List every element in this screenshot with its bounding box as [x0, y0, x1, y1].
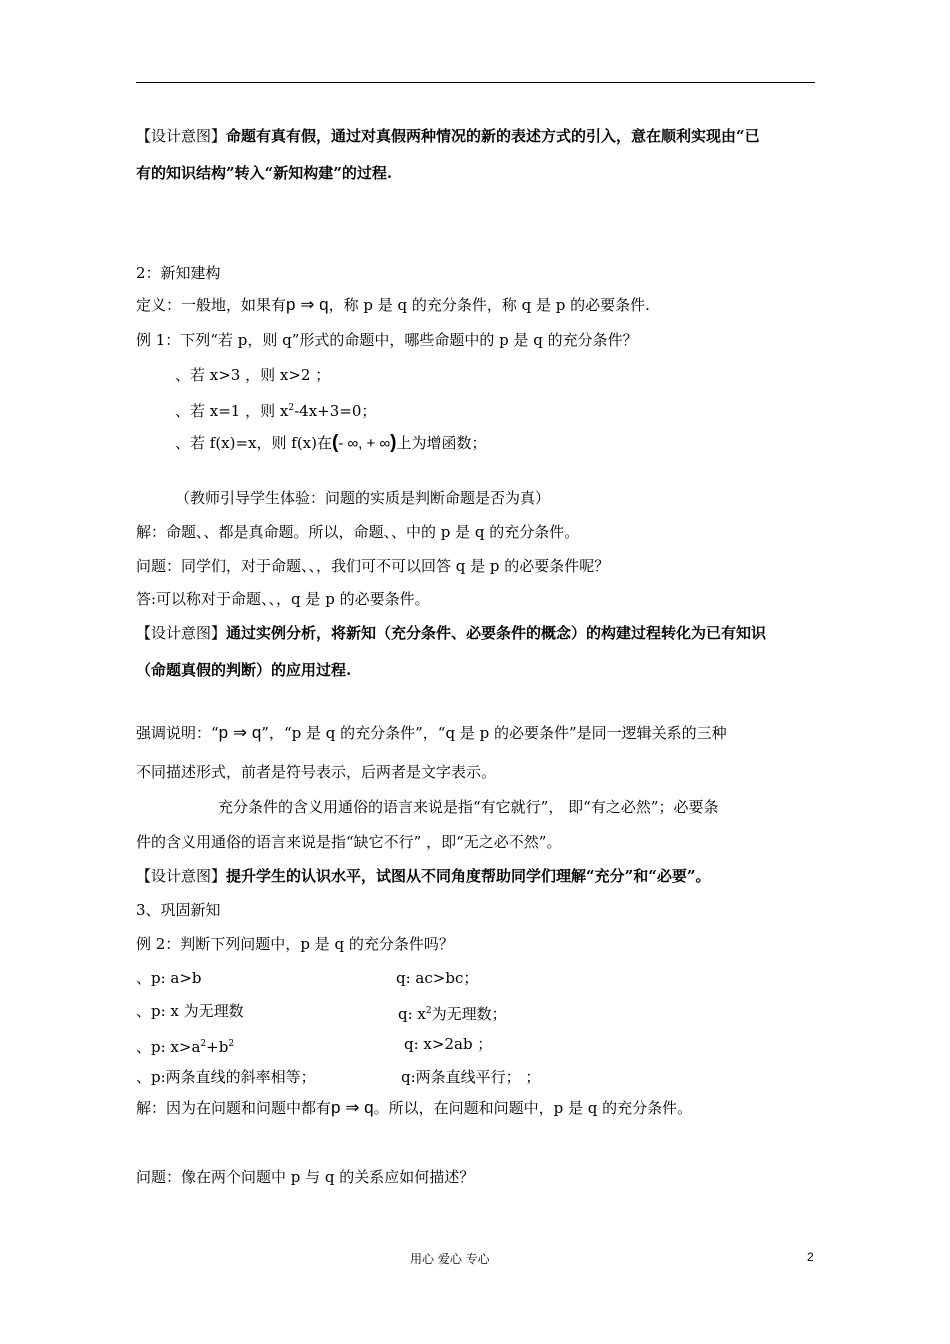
design-intent-tag: 【设计意图】 [136, 624, 227, 642]
example-2-row-4 [136, 1067, 736, 1087]
solution-1: 解：命题、、都是真命题。所以，命题、、中的 p 是 q 的充分条件。 [136, 523, 580, 541]
example-1-title: 例 1：下列“若 p，则 q”形式的命题中，哪些命题中的 p 是 q 的充分条件？ [136, 331, 638, 349]
implication-formula: p ⇒ q [286, 295, 329, 314]
question-1: 问题：同学们，对于命题、、，我们可不可以回答 q 是 p 的必要条件呢？ [136, 557, 610, 575]
example-2-row-3 [136, 1034, 736, 1057]
open-paren: ( [332, 432, 339, 453]
item-2-text-end: -4x+3=0； [294, 402, 377, 420]
row-3-p-text-mid: +b [206, 1038, 229, 1056]
item-3-text-end: 上为增函数； [396, 434, 487, 452]
item-2-superscript: 2 [288, 403, 295, 413]
item-3-text: 、若 f(x)=x，则 f(x)在 [175, 434, 332, 452]
design-intent-text: 提升学生的认识水平，试图从不同角度帮助同学们理解“充分”和“必要”。 [226, 867, 711, 885]
design-intent-text: 命题有真有假，通过对真假两种情况的新的表述方式的引入，意在顺利实现由“已 [226, 127, 760, 145]
example-2-title: 例 2：判断下列问题中，p 是 q 的充分条件吗？ [136, 935, 454, 953]
example-1-item-3 [175, 433, 486, 454]
teacher-note: （教师引导学生体验：问题的实质是判断命题是否为真） [175, 489, 551, 507]
definition-prefix: 定义：一般地，如果有 [136, 296, 287, 314]
design-intent-3 [136, 866, 711, 886]
meaning-paragraph-line-1: 充分条件的含义用通俗的语言来说是指“有它就行”， 即“有之必然”；必要条 [218, 798, 719, 816]
design-intent-2-line1 [136, 623, 766, 643]
page-number: 2 [807, 1250, 814, 1264]
emphasis-line-2: 不同描述形式，前者是符号表示，后两者是文字表示。 [136, 763, 497, 781]
row-2-p: 、p: x 为无理数 [136, 1002, 244, 1020]
row-3-q: q: x>2ab ； [404, 1035, 493, 1053]
emphasis-suffix: ”，“p 是 q 的充分条件”，“q 是 p 的必要条件”是同一逻辑关系的三种 [261, 724, 727, 742]
example-2-row-1 [136, 968, 736, 988]
definition-suffix: ，称 p 是 q 的充分条件，称 q 是 p 的必要条件. [328, 296, 650, 314]
design-intent-2-line2: （命题真假的判断）的应用过程. [136, 661, 352, 679]
emphasis-line-1 [136, 723, 727, 743]
row-3-p-superscript-1: 2 [200, 1039, 207, 1049]
solution-2-suffix: 。所以，在问题和问题中，p 是 q 的充分条件。 [373, 1099, 693, 1117]
row-2-q-text: q: x [398, 1005, 426, 1023]
close-paren: ) [390, 432, 397, 453]
row-2-q-text-end: 为无理数； [431, 1005, 507, 1023]
meaning-paragraph-line-2: 件的含义用通俗的语言来说是指“缺它不行” ，即“无之必不然”。 [136, 833, 562, 851]
section-heading-consolidate: 3、巩固新知 [136, 901, 221, 919]
footer-slogan: 用心 爱心 专心 [410, 1252, 490, 1266]
solution-2-prefix: 解：因为在问题和问题中都有 [136, 1099, 332, 1117]
answer-1: 答:可以称对于命题、、，q 是 p 的必要条件。 [136, 590, 430, 608]
row-3-p-superscript-2: 2 [228, 1039, 235, 1049]
solution-2 [136, 1098, 692, 1118]
implication-formula: p ⇒ q [331, 1098, 374, 1117]
section-heading-new-knowledge: 2：新知建构 [136, 264, 221, 282]
definition-line [136, 295, 650, 315]
design-intent-1-line2: 有的知识结构”转入“新知构建”的过程. [136, 164, 393, 182]
row-4-p: 、p:两条直线的斜率相等； [136, 1068, 316, 1086]
item-2-text: 、若 x=1 ，则 x [175, 402, 289, 420]
design-intent-tag: 【设计意图】 [136, 867, 227, 885]
row-2-q-superscript: 2 [425, 1006, 432, 1016]
row-1-q: q: ac>bc； [396, 969, 479, 987]
emphasis-prefix: 强调说明：“ [136, 724, 219, 742]
design-intent-1-line1 [136, 126, 760, 146]
example-2-row-2 [136, 1001, 736, 1021]
row-3-p-text: 、p: x>a [136, 1038, 201, 1056]
implication-formula: p ⇒ q [218, 723, 262, 742]
row-4-q: q:两条直线平行； ； [401, 1068, 541, 1086]
row-1-p: 、p: a>b [136, 969, 202, 987]
example-1-item-2 [175, 398, 376, 421]
design-intent-text: 通过实例分析，将新知（充分条件、必要条件的概念）的构建过程转化为已有知识 [226, 624, 767, 642]
header-rule [136, 82, 815, 83]
design-intent-tag: 【设计意图】 [136, 127, 227, 145]
interval-expression: - ∞, + ∞ [338, 435, 391, 452]
row-3-p [136, 1038, 234, 1056]
example-1-item-1: 、若 x>3 ，则 x>2 ； [175, 366, 331, 384]
row-2-q [398, 1001, 507, 1024]
question-2: 问题：像在两个问题中 p 与 q 的关系应如何描述？ [136, 1168, 475, 1186]
